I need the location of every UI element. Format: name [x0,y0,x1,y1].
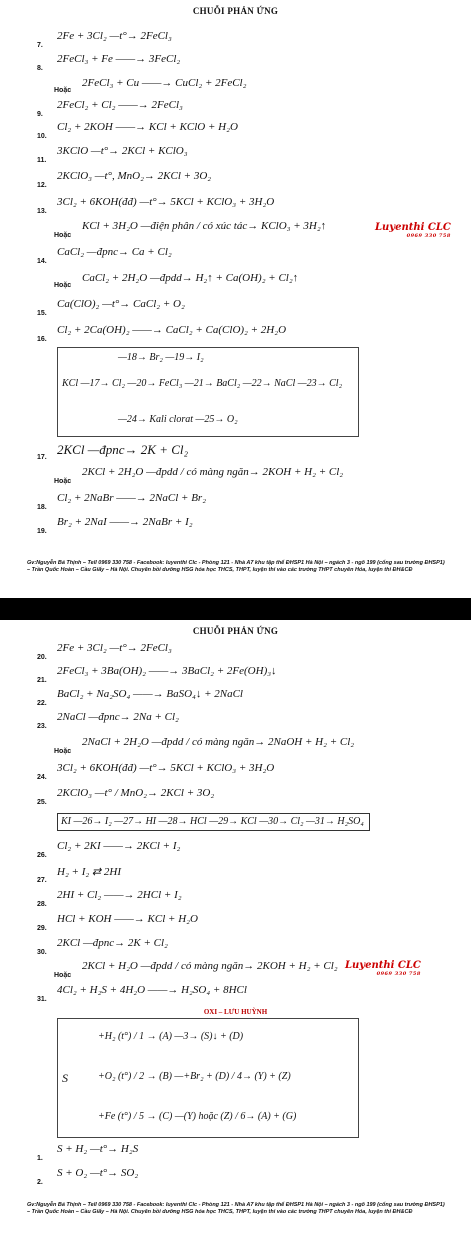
equation: 2KCl —đpnc→ 2K + Cl₂ [57,937,168,949]
alternative-note: Hoặc [54,748,72,755]
equation: 2FeCl₂ + Cl₂ ——→ 2FeCl₃ [57,99,183,111]
equation: 2FeCl₃ + 3Ba(OH)₂ ——→ 3BaCl₂ + 2Fe(OH)₃↓ [57,665,277,677]
equation: 2Fe + 3Cl₂ —t°→ 2FeCl₃ [57,30,172,42]
equation-row [0,984,471,1002]
equation-number: 30. [37,949,47,956]
worksheet-page-2 [0,620,471,1235]
equation: 2KCl + H₂O —đpdd / có màng ngăn→ 2KOH + H₂ + Cl₂ [82,960,338,972]
equation-row [0,170,471,188]
scheme-main-chain: KCl —17→ Cl₂ —20→ FeCl₃ —21→ BaCl₂ —22→ NaCl —23→ Cl₂ [62,378,343,389]
equation-row [0,196,471,214]
logo-phone: 0969 330 758 [406,233,451,239]
section-title-oxi: OXI – LƯU HUỲNH [203,1008,268,1016]
page-title: CHUỖI PHẢN ỨNG [192,626,279,636]
equation-number: 14. [37,258,47,265]
equation-row [0,688,471,706]
equation: Br₂ + 2NaI ——→ 2NaBr + I₂ [57,516,193,528]
equation-row [0,99,471,117]
equation-row [0,665,471,683]
scheme-branch-3: +Fe (t°) / 5 → (C) —(Y) hoặc (Z) / 6→ (A) + (G) [98,1111,297,1122]
equation: 2KCl —đpnc→ 2K + Cl₂ [57,442,189,457]
equation-number: 8. [37,65,43,72]
equation-number: 2. [37,1179,43,1186]
reaction-scheme-box [57,347,359,437]
page-footer: Gv:Nguyễn Bá Thịnh – Tell 0969 330 758 - Facebook: luyenthi Clc - Phòng 121 - Nhà A7 khu tập thể ĐHSP1 Hà Nội – ngách 3 - ngõ 199 (cổng sau trường ĐHSP1) – Trần Quốc Hoàn – Cầu Giấy – Hà Nội. Chuyên bồi dưỡng HSG hóa học THCS, THPT, luyện thi vào các trường THPT chuyên Hóa, luyện thi ĐH&CĐ [27,1202,445,1215]
alternative-note: Hoặc [54,232,72,239]
equation: HCl + KOH ——→ KCl + H₂O [57,913,198,925]
equation-row [0,937,471,955]
equation: CaCl₂ —đpnc→ Ca + Cl₂ [57,246,172,258]
equation: CaCl₂ + 2H₂O —đpdd→ H₂↑ + Ca(OH)₂ + Cl₂↑ [82,272,299,284]
equation-number: 23. [37,723,47,730]
scheme-bottom-branch: —24→ Kali clorat —25→ O₂ [118,414,238,425]
reaction-chain-box: KI —26→ I₂ —27→ HI —28→ HCl —29→ KCl —30→ Cl₂ —31→ H₂SO₄ [57,813,370,831]
scheme-branch-1: +H₂ (t°) / 1 → (A) —3→ (S)↓ + (D) [98,1031,244,1042]
equation-row [0,246,471,264]
equation-number: 22. [37,700,47,707]
brand-logo [375,222,451,239]
equation: 2FeCl₃ + Fe ——→ 3FeCl₂ [57,53,181,65]
equation-number: 10. [37,133,47,140]
alternative-note: Hoặc [54,972,72,979]
equation: 2HI + Cl₂ ——→ 2HCl + I₂ [57,889,182,901]
equation-number: 25. [37,799,47,806]
equation-row [0,762,471,780]
equation-row [0,53,471,71]
equation: 3Cl₂ + 6KOH(đđ) —t°→ 5KCl + KClO₃ + 3H₂O [57,196,275,208]
equation-number: 21. [37,677,47,684]
scheme-top-branch: —18→ Br₂ —19→ I₂ [118,352,204,363]
equation-number: 12. [37,182,47,189]
equation-row [0,121,471,139]
equation-number: 15. [37,310,47,317]
equation-row [0,865,471,883]
equation-number: 7. [37,42,43,49]
equation: BaCl₂ + Na₂SO₄ ——→ BaSO₄↓ + 2NaCl [57,688,243,700]
logo-name: Luyenthi CLC [375,222,451,233]
equation-row [0,298,471,316]
equation-number: 9. [37,111,43,118]
logo-name: Luyenthi CLC [345,960,421,971]
equation-row [0,889,471,907]
equation-row [0,77,471,95]
equation-number: 13. [37,208,47,215]
equation-row [0,1167,471,1185]
equation-number: 26. [37,852,47,859]
equation: Ca(ClO)₂ —t°→ CaCl₂ + O₂ [57,298,185,310]
equation-row [0,324,471,342]
equation-row [0,1143,471,1161]
equation: Cl₂ + 2Ca(OH)₂ ——→ CaCl₂ + Ca(ClO)₂ + 2H₂O [57,324,287,336]
equation-row [0,787,471,805]
equation-number: 19. [37,528,47,535]
equation: Cl₂ + 2NaBr ——→ 2NaCl + Br₂ [57,492,207,504]
equation-number: 29. [37,925,47,932]
equation: 2KClO₃ —t°, MnO₂→ 2KCl + 3O₂ [57,170,212,182]
equation-number: 16. [37,336,47,343]
equation: 3KClO —t°→ 2KCl + KClO₃ [57,145,188,157]
equation-number: 24. [37,774,47,781]
worksheet-page-1 [0,0,471,598]
equation-row [0,711,471,729]
equation-number: 17. [37,454,47,461]
equation-row [0,642,471,660]
equation: 2NaCl —đpnc→ 2Na + Cl₂ [57,711,179,723]
equation-row [0,736,471,754]
equation-row [0,145,471,163]
equation-row [0,442,471,460]
scheme-branch-2: +O₂ (t°) / 2 → (B) —+Br₂ + (D) / 4→ (Y) + (Z) [98,1071,291,1082]
brand-logo [345,960,421,977]
page-divider [0,598,471,620]
equation: S + O₂ —t°→ SO₂ [57,1167,139,1179]
equation-number: 11. [37,157,47,164]
logo-phone: 0969 330 758 [376,971,421,977]
equation-row [0,30,471,48]
equation-row [0,840,471,858]
equation: 2FeCl₃ + Cu ——→ CuCl₂ + 2FeCl₂ [82,77,247,89]
equation-row [0,466,471,484]
equation: 2KCl + 2H₂O —đpdd / có màng ngăn→ 2KOH + H₂ + Cl₂ [82,466,344,478]
equation-row [0,272,471,290]
equation-number: 18. [37,504,47,511]
page-footer: Gv:Nguyễn Bá Thịnh – Tell 0969 330 758 - Facebook: luyenthi Clc - Phòng 121 - Nhà A7 khu tập thể ĐHSP1 Hà Nội – ngách 3 - ngõ 199 (cổng sau trường ĐHSP1) – Trần Quốc Hoàn – Cầu Giấy – Hà Nội. Chuyên bồi dưỡng HSG hóa học THCS, THPT, luyện thi vào các trường THPT chuyên Hóa, luyện thi ĐH&CĐ [27,560,445,573]
equation: 2Fe + 3Cl₂ —t°→ 2FeCl₃ [57,642,172,654]
equation: Cl₂ + 2KOH ——→ KCl + KClO + H₂O [57,121,238,133]
equation: 2KClO₃ —t° / MnO₂→ 2KCl + 3O₂ [57,787,215,799]
equation-number: 1. [37,1155,43,1162]
equation: H₂ + I₂ ⇄ 2HI [57,866,122,878]
equation-number: 20. [37,654,47,661]
page-title: CHUỖI PHẢN ỨNG [192,6,279,16]
equation-number: 27. [37,877,47,884]
alternative-note: Hoặc [54,478,72,485]
sulfur-scheme-box [57,1018,359,1138]
equation-row [0,516,471,534]
equation-number: 28. [37,901,47,908]
alternative-note: Hoặc [54,87,72,94]
equation-row [0,492,471,510]
equation-row [0,913,471,931]
equation: S + H₂ —t°→ H₂S [57,1143,139,1155]
equation: 3Cl₂ + 6KOH(đđ) —t°→ 5KCl + KClO₃ + 3H₂O [57,762,275,774]
equation: 4Cl₂ + H₂S + 4H₂O ——→ H₂SO₄ + 8HCl [57,984,247,996]
scheme-sulfur: S [62,1071,68,1085]
equation-number: 31. [37,996,47,1003]
equation: Cl₂ + 2KI ——→ 2KCl + I₂ [57,840,181,852]
equation: 2NaCl + 2H₂O —đpdd / có màng ngăn→ 2NaOH + H₂ + Cl₂ [82,736,355,748]
alternative-note: Hoặc [54,282,72,289]
equation: KCl + 3H₂O —điện phân / có xúc tác→ KClO₃ + 3H₂↑ [82,220,327,232]
